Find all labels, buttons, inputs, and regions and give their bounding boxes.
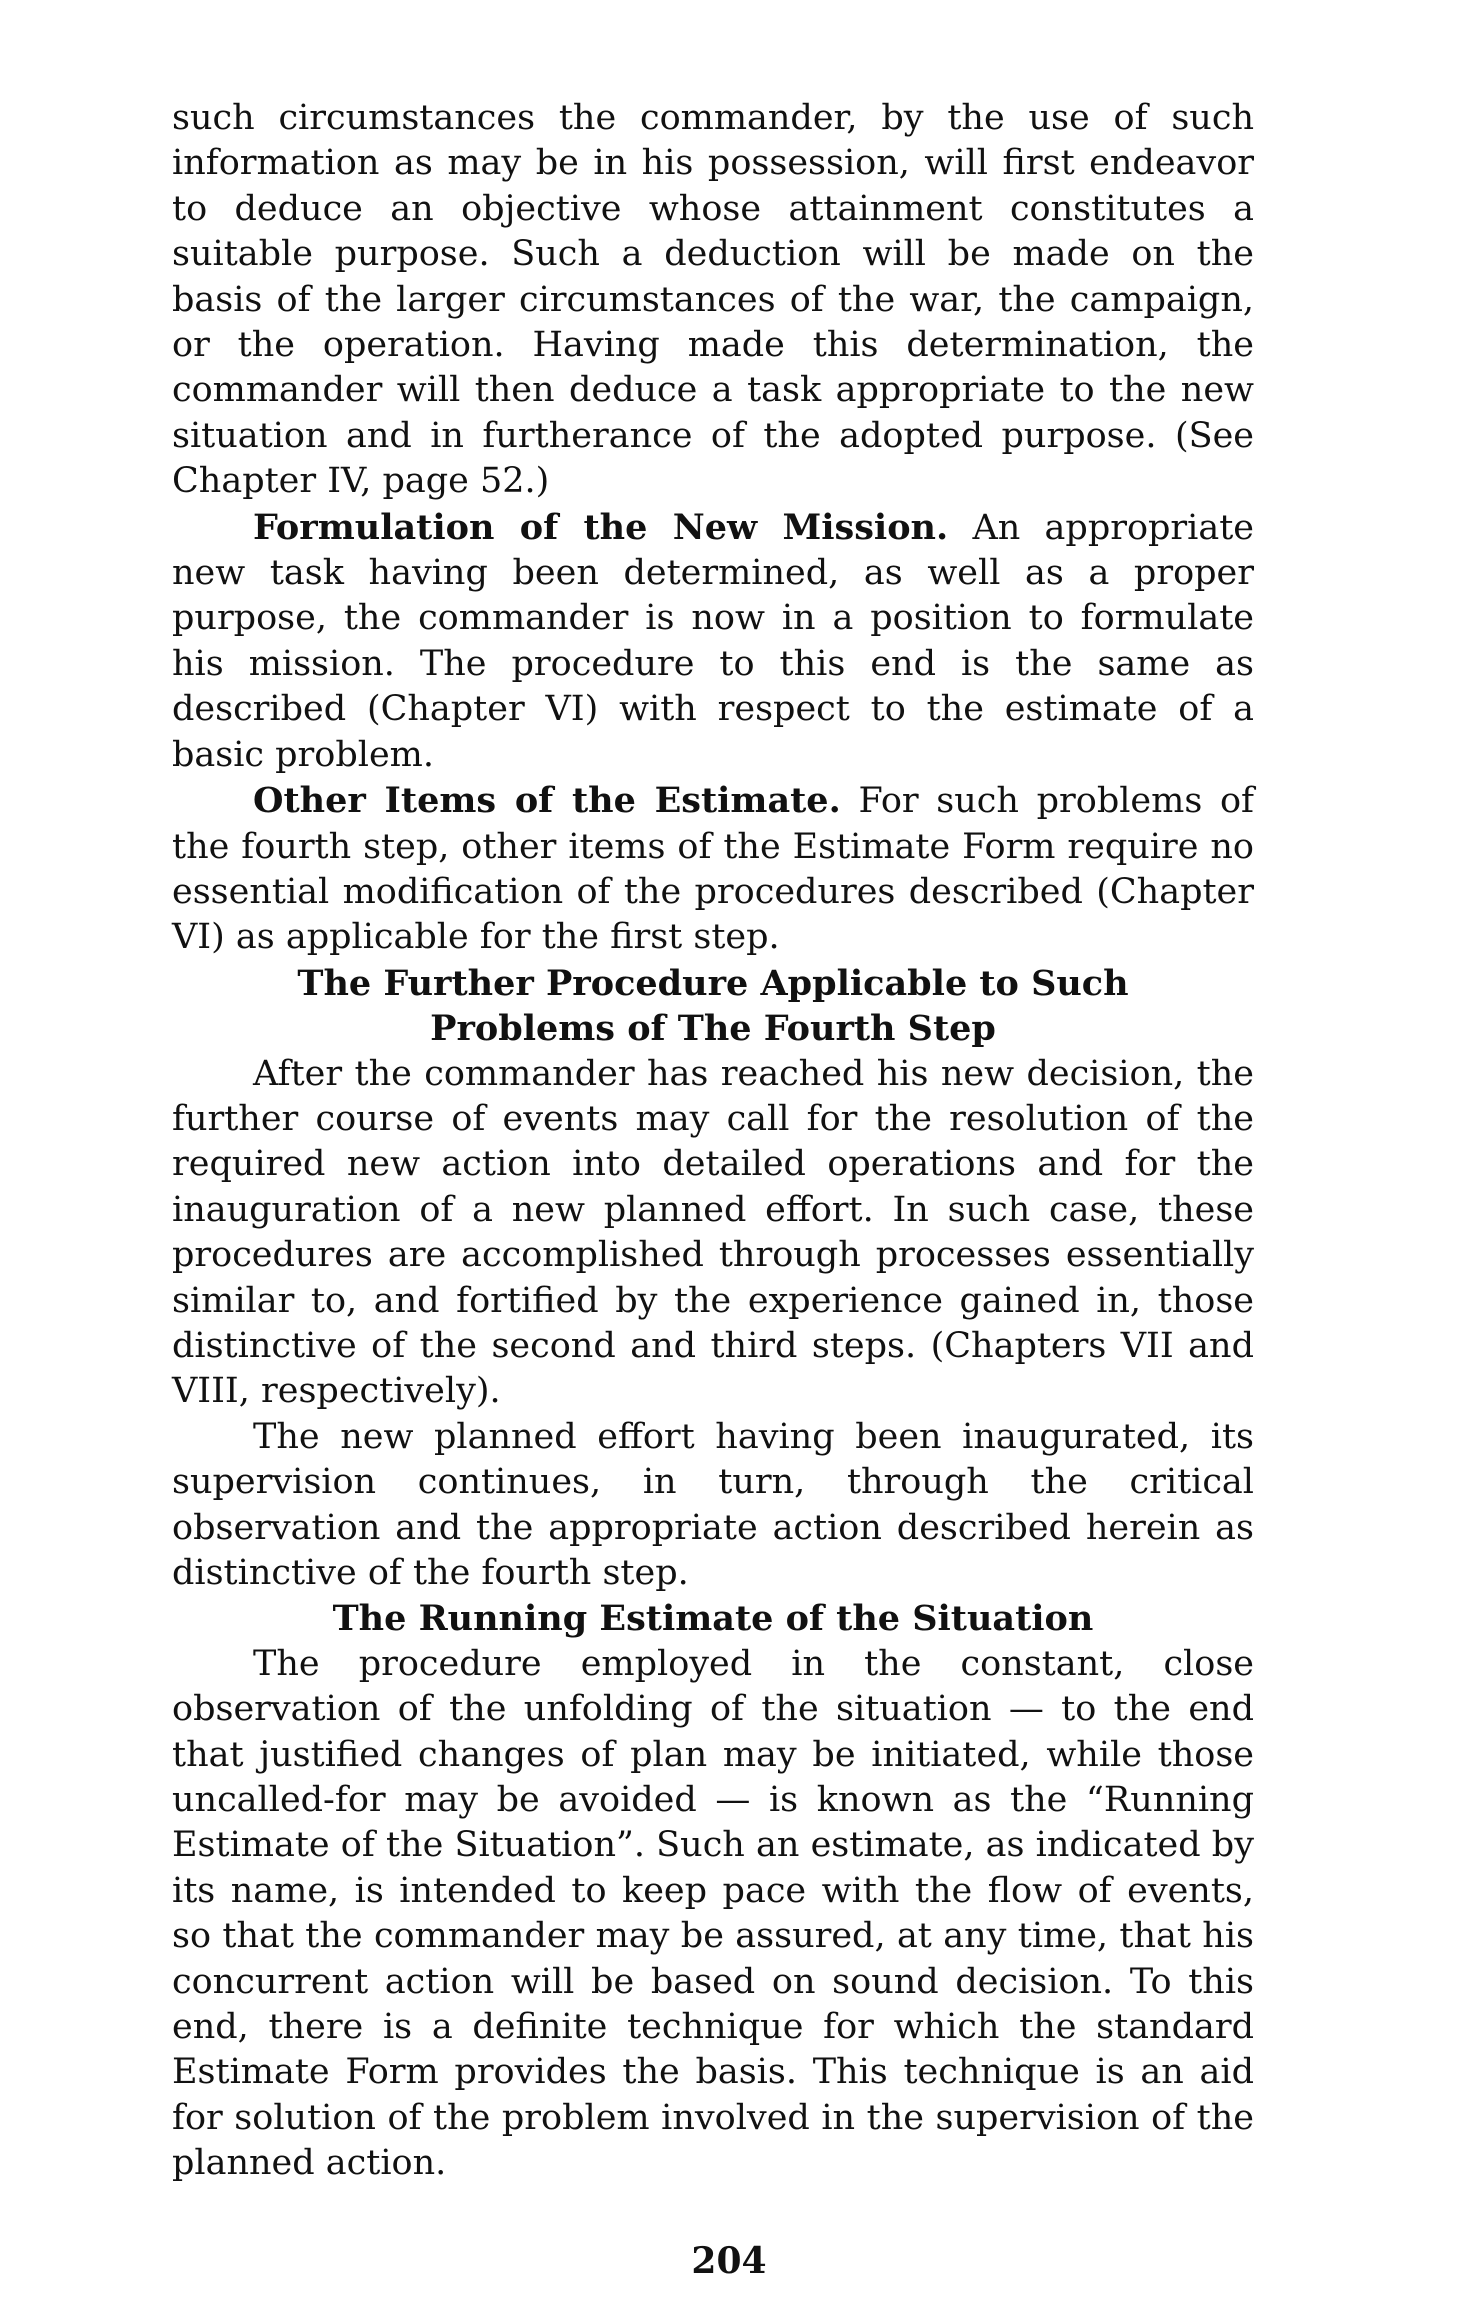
paragraph-other-items — [172, 778, 1254, 961]
paragraph-new-mission-text: An appropriate new task having been determined, as well as a proper purpose, the commander is now in a position to formulate his mission. The procedure to this end is the same as described (Chapter VI) with respect to the estimate of a basic problem. — [172, 507, 1254, 775]
runin-heading-other-items: Other Items of the Estimate. — [253, 780, 841, 822]
runin-heading-new-mission: Formulation of the New Mission. — [253, 506, 949, 548]
paragraph-running-estimate: The procedure employed in the constant, close observation of the unfolding of the situation — to the end that justified changes of plan may be initiated, while those uncalled-for may be avoided — is known as the “Running Estimate of the Situation”. Such an estimate, as indicated by its name, is intended to keep pace with the flow of events, so that the commander may be assured, at any time, that his concurrent action will be based on sound decision. To this end, there is a definite technique for which the standard Estimate Form provides the basis. This technique is an aid for solution of the problem involved in the supervision of the planned action. — [172, 1643, 1254, 2184]
page-body — [172, 96, 1254, 2187]
paragraph-continued: such circumstances the commander, by the use of such information as may be in his possession, will first endeavor to deduce an objective whose attainment constitutes a suitable purpose. Such a deduction will be made on the basis of the larger circumstances of the war, the campaign, or the operation. Having made this determination, the commander will then deduce a task appropriate to the new situation and in furtherance of the adopted purpose. (See Chapter IV, page 52.) — [172, 98, 1254, 502]
paragraph-other-items-text: For such problems of the fourth step, other items of the Estimate Form require no essential modification of the procedures described (Chapter VI) as applicable for the first step. — [172, 781, 1254, 958]
section-heading-further-procedure: The Further Procedure Applicable to Such Problems of The Fourth Step — [297, 962, 1129, 1050]
paragraph-supervision: The new planned effort having been inaugurated, its supervision continues, in turn, through the critical observation and the appropriate action described herein as distinctive of the fourth step. — [172, 1416, 1254, 1593]
paragraph-new-mission — [172, 505, 1254, 778]
paragraph-further-course: After the commander has reached his new decision, the further course of events may call for the resolution of the required new action into detailed operations and for the inauguration of a new planned effort. In such case, these procedures are accomplished through processes essentially similar to, and fortified by the experience gained in, those distinctive of the second and third steps. (Chapters VII and VIII, respectively). — [172, 1053, 1254, 1412]
section-heading-running-estimate: The Running Estimate of the Situation — [332, 1598, 1094, 1640]
page-number: 204 — [691, 2240, 767, 2282]
